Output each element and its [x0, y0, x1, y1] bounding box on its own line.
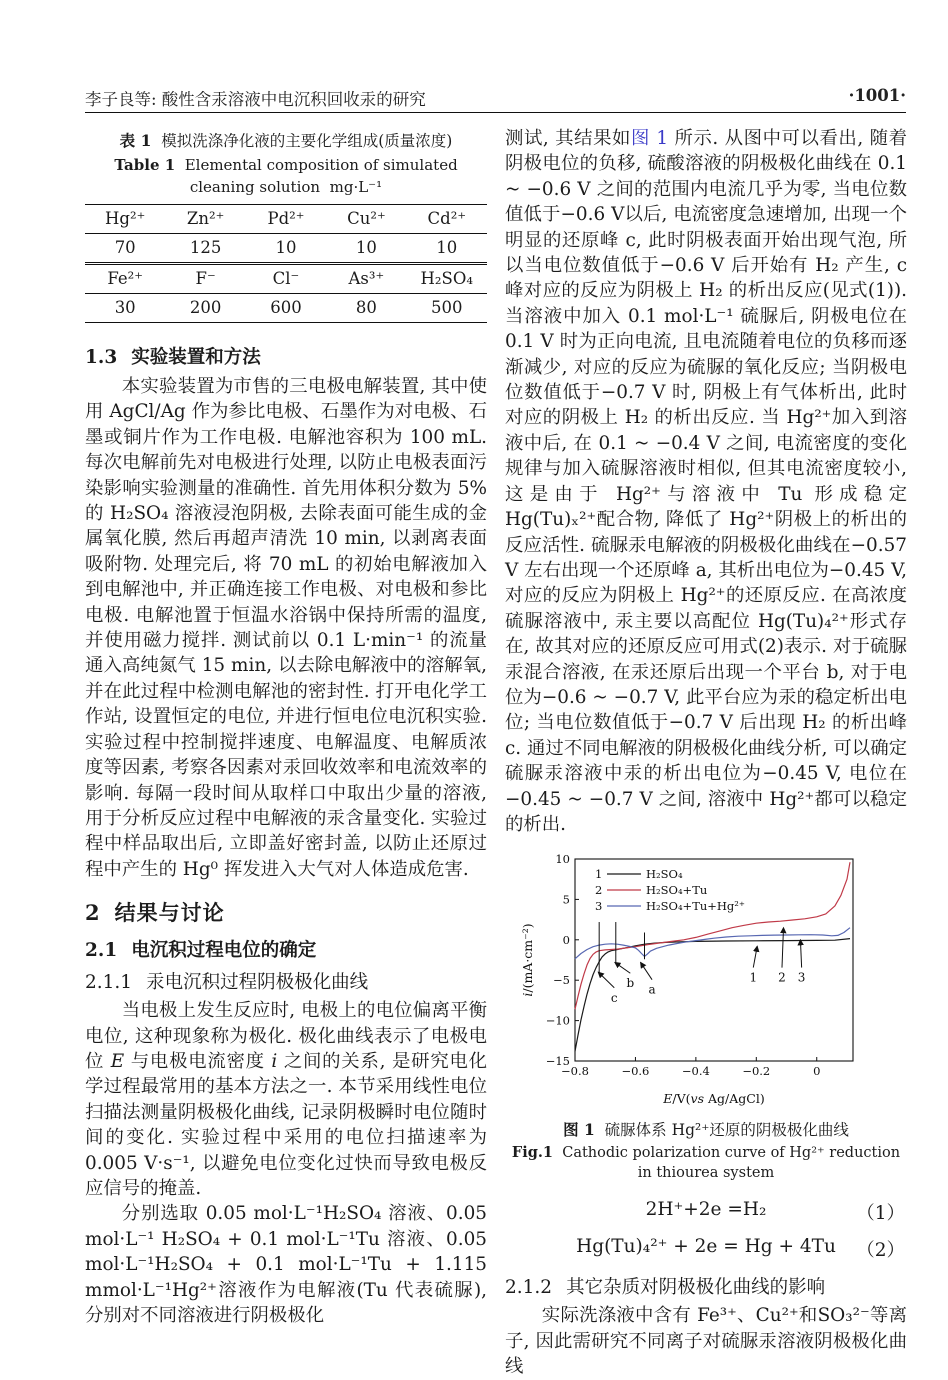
text-run: E	[110, 1050, 125, 1072]
table-row	[85, 264, 487, 294]
fig1-chart	[519, 847, 869, 1109]
text-run: 与电极电流密度	[124, 1050, 272, 1072]
legend-label: H₂SO₄+Tu+Hg²⁺	[646, 899, 745, 914]
equation-1-body: 2H⁺+2e =H₂	[645, 1199, 767, 1221]
figure1-caption-zh: 图 1 硫脲体系 Hg²⁺还原的阴极极化曲线	[563, 1120, 849, 1140]
equation-2-number: （2）	[856, 1240, 905, 1262]
table1-caption-zh: 表 1 模拟洗涤净化液的主要化学组成(质量浓度)	[119, 131, 453, 150]
table-cell: 10	[407, 234, 487, 264]
table-row	[85, 205, 487, 234]
table-cell: 30	[85, 294, 165, 323]
table-cell: Fe²⁺	[85, 264, 165, 294]
annotation-arrow	[641, 963, 652, 980]
paragraph-polarization-intro	[85, 998, 487, 1201]
figure1-plot-area	[519, 847, 907, 1109]
header-rule	[85, 112, 906, 113]
equation-2	[505, 1236, 907, 1262]
legend-number: 1	[595, 867, 603, 882]
section-heading-2-1-2: 2.1.2 其它杂质对阴极极化曲线的影响	[505, 1277, 826, 1299]
x-tick-label: −0.4	[681, 1064, 710, 1079]
text-run: 测试, 其结果如	[505, 128, 632, 149]
table-row	[85, 234, 487, 264]
text-run: 当电极上发生反应时, 电极上的电位偏离平衡电位, 这种现象称为极化. 极化曲线表示了电极电位	[85, 1000, 487, 1072]
annotation-arrow	[800, 940, 801, 968]
table-cell: Zn²⁺	[165, 205, 245, 234]
figure1-caption-en: Fig.1 Cathodic polarization curve of Hg²⁺ reduction in thiourea system	[511, 1144, 901, 1182]
x-tick-label: −0.2	[742, 1064, 771, 1079]
annotation-label: 3	[797, 970, 806, 985]
annotation-label: b	[626, 976, 635, 991]
section-heading-1-3: 1.3 实验装置和方法	[85, 347, 261, 368]
plot-frame	[575, 859, 853, 1061]
table-cell: 70	[85, 234, 165, 264]
annotation-arrow	[782, 928, 784, 968]
y-tick-label: −10	[545, 1013, 570, 1028]
x-axis-label: E/V(vs Ag/AgCl)	[663, 1091, 765, 1107]
running-header	[85, 86, 906, 110]
annotation-label: a	[648, 983, 656, 998]
text-run: 所示. 从图中可以看出, 随着阴极电位的负移, 硫酸溶液的阴极极化曲线在 0.1 ~ −0.6 V 之间的范围内电流几乎为零, 当电位数值低于−0.6 V以后, 电流密度急速增加, 出现一个明显的还原峰 c, 此时阴极表面开始出现气泡, 所以当电位数值低于−0.6 V 后开始有 H₂ 产生, c 峰对应的反应为阴极上 H₂ 的析出反应(见式(1)). 当溶液中加入 0.1 mol·L⁻¹ 硫脲后, 阴极电位在 0.1 V 时为正向电流, 且电流随着电位的负移而逐渐减少, 对应的反应为硫脲的氧化反应; 当阴极电位数值低于−0.7 V 时, 阴极上有气体析出, 此时对应的阴极上 H₂ 的析出反应. 当 Hg²⁺加入到溶液中后, 在 0.1 ~ −0.4 V 之间, 电流密度的变化规律与加入硫脲溶液时相似, 但其电流密度较小, 这是由于 Hg²⁺与溶液中 Tu 形成稳定 Hg(Tu)ₓ²⁺配合物, 降低了 Hg²⁺阴极上的析出的反应活性. 硫脲汞电解液的阴极极化曲线在−0.57 V 左右出现一个还原峰 a, 其析出电位为−0.45 V, 对应的反应为阴极上 Hg²⁺的还原反应. 在高浓度硫脲溶液中, 汞主要以高配位 Hg(Tu)₄²⁺形式存在, 故其对应的还原反应可用式(2)表示. 对于硫脲汞混合溶液, 在汞还原后出现一个平台 b, 对于电位为−0.6 ~ −0.7 V, 此平台应为汞的稳定析出电位; 当电位数值低于−0.7 V 后出现 H₂ 的析出峰 c. 通过不同电解液的阴极极化曲线分析, 可以确定硫脲汞溶液中汞的析出电位为−0.45 V, 电位在−0.45 ~ −0.7 V 之间, 溶液中 Hg²⁺都可以稳定的析出.	[505, 128, 907, 835]
y-tick-label: 5	[562, 892, 570, 907]
left-column	[85, 126, 487, 1328]
page-number: ·1001·	[848, 86, 906, 105]
table-cell: 10	[326, 234, 406, 264]
table-row	[85, 294, 487, 323]
equation-2-body: Hg(Tu)₄²⁺ + 2e = Hg + 4Tu	[576, 1236, 836, 1258]
table-cell: Pd²⁺	[246, 205, 326, 234]
text-run: 之间的关系, 是研究电化学过程最常用的基本方法之一. 本节采用线性电位扫描法测量阴极极化曲线, 记录阴极瞬时电位随时间的变化. 实验过程中采用的电位扫描速率为 0.005 V·s⁻¹, 以避免电位变化过快而导致电极反应信号的掩盖.	[85, 1050, 487, 1199]
table1	[85, 204, 487, 323]
table-cell: Cl⁻	[246, 264, 326, 294]
paragraph-experimental: 本实验装置为市售的三电极电解装置, 其中使用 AgCl/Ag 作为参比电极、石墨作为对电极、石墨或铜片作为工作电极. 电解池容积为 100 mL. 每次电解前先对电极进行处理, 以防止电极表面污染影响实验测量的准确性. 首先用体积分数为 5% 的 H₂SO₄ 溶液浸泡阴极, 去除表面可能生成的金属氧化膜, 然后再超声清洗 10 min, 以剥离表面吸附物. 处理完后, 将 70 mL 的初始电解液加入到电解池中, 并正确连接工作电极、对电极和参比电极. 电解池置于恒温水浴锅中保持所需的温度, 并使用磁力搅拌. 测试前以 0.1 L·min⁻¹ 的流量通入高纯氮气 15 min, 以去除电解液中的溶解氧, 并在此过程中检测电解池的密封性. 打开电化学工作站, 设置恒定的电位, 并进行恒电位电沉积实验. 实验过程中控制搅拌速度、电解温度、电解质浓度等因素, 考察各因素对汞回收效率和电流效率的影响. 每隔一段时间从取样口中取出少量的溶液, 用于分析反应过程中电解液的汞含量变化. 实验过程中样品取出后, 立即盖好密封盖, 以防止还原过程中产生的 Hg⁰ 挥发进入大气对人体造成危害.	[85, 376, 487, 880]
figure1-link[interactable]: 图 1	[631, 128, 669, 149]
table-cell: Cd²⁺	[407, 205, 487, 234]
annotation-label: c	[610, 991, 618, 1006]
y-tick-label: 0	[562, 933, 570, 948]
section-heading-2-1-1: 2.1.1 汞电沉积过程阴极极化曲线	[85, 972, 369, 994]
y-tick-label: −15	[545, 1054, 570, 1069]
table-cell: 600	[246, 294, 326, 323]
legend-number: 2	[595, 883, 603, 898]
annotation-arrow	[753, 947, 757, 968]
x-tick-label: −0.8	[561, 1064, 589, 1079]
annotation-arrow	[615, 963, 630, 974]
section-heading-2: 2 结果与讨论	[85, 900, 225, 926]
table-cell: 200	[165, 294, 245, 323]
table-cell: Hg²⁺	[85, 205, 165, 234]
legend-label: H₂SO₄	[646, 867, 683, 882]
table-cell: H₂SO₄	[407, 264, 487, 294]
text-run: i	[271, 1050, 278, 1072]
table-cell: 500	[407, 294, 487, 323]
table-cell: As³⁺	[326, 264, 406, 294]
equation-1-number: （1）	[856, 1203, 905, 1225]
right-column	[505, 126, 907, 1380]
x-tick-label: 0	[813, 1064, 821, 1079]
y-tick-label: 10	[555, 852, 570, 867]
paragraph-electrolyte-selection: 分别选取 0.05 mol·L⁻¹H₂SO₄ 溶液、0.05 mol·L⁻¹ H₂SO₄ + 0.1 mol·L⁻¹Tu 溶液、0.05 mol·L⁻¹H₂SO₄ + 0.1 mol·L⁻¹Tu + 1.115 mmol·L⁻¹Hg²⁺溶液作为电解液(Tu 代表硫脲), 分别对不同溶液进行阴极极化	[85, 1203, 487, 1326]
table-cell: Cu²⁺	[326, 205, 406, 234]
table-cell: 10	[246, 234, 326, 264]
y-tick-label: −5	[553, 973, 570, 988]
section-heading-2-1: 2.1 电沉积过程电位的确定	[85, 940, 317, 962]
paragraph-results-discussion	[505, 126, 907, 837]
running-title: 李子良等: 酸性含汞溶液中电沉积回收汞的研究	[85, 90, 426, 109]
annotation-arrow	[598, 972, 614, 988]
annotation-label: 1	[749, 970, 758, 985]
table-cell: F⁻	[165, 264, 245, 294]
table-cell: 80	[326, 294, 406, 323]
equation-1	[505, 1199, 907, 1225]
legend-number: 3	[595, 899, 603, 914]
annotation-label: 2	[778, 970, 786, 985]
figure1	[505, 847, 907, 1183]
legend-label: H₂SO₄+Tu	[646, 883, 708, 898]
table1-caption-en: Table 1 Elemental composition of simulated cleaning solution mg·L⁻¹	[114, 156, 458, 196]
x-tick-label: −0.6	[621, 1064, 650, 1079]
table-cell: 125	[165, 234, 245, 264]
y-axis-label: i/(mA·cm⁻²)	[520, 923, 535, 998]
paragraph-impurities: 实际洗涤液中含有 Fe³⁺、Cu²⁺和SO₃²⁻等离子, 因此需研究不同离子对硫脲汞溶液阴极极化曲线	[505, 1305, 907, 1378]
